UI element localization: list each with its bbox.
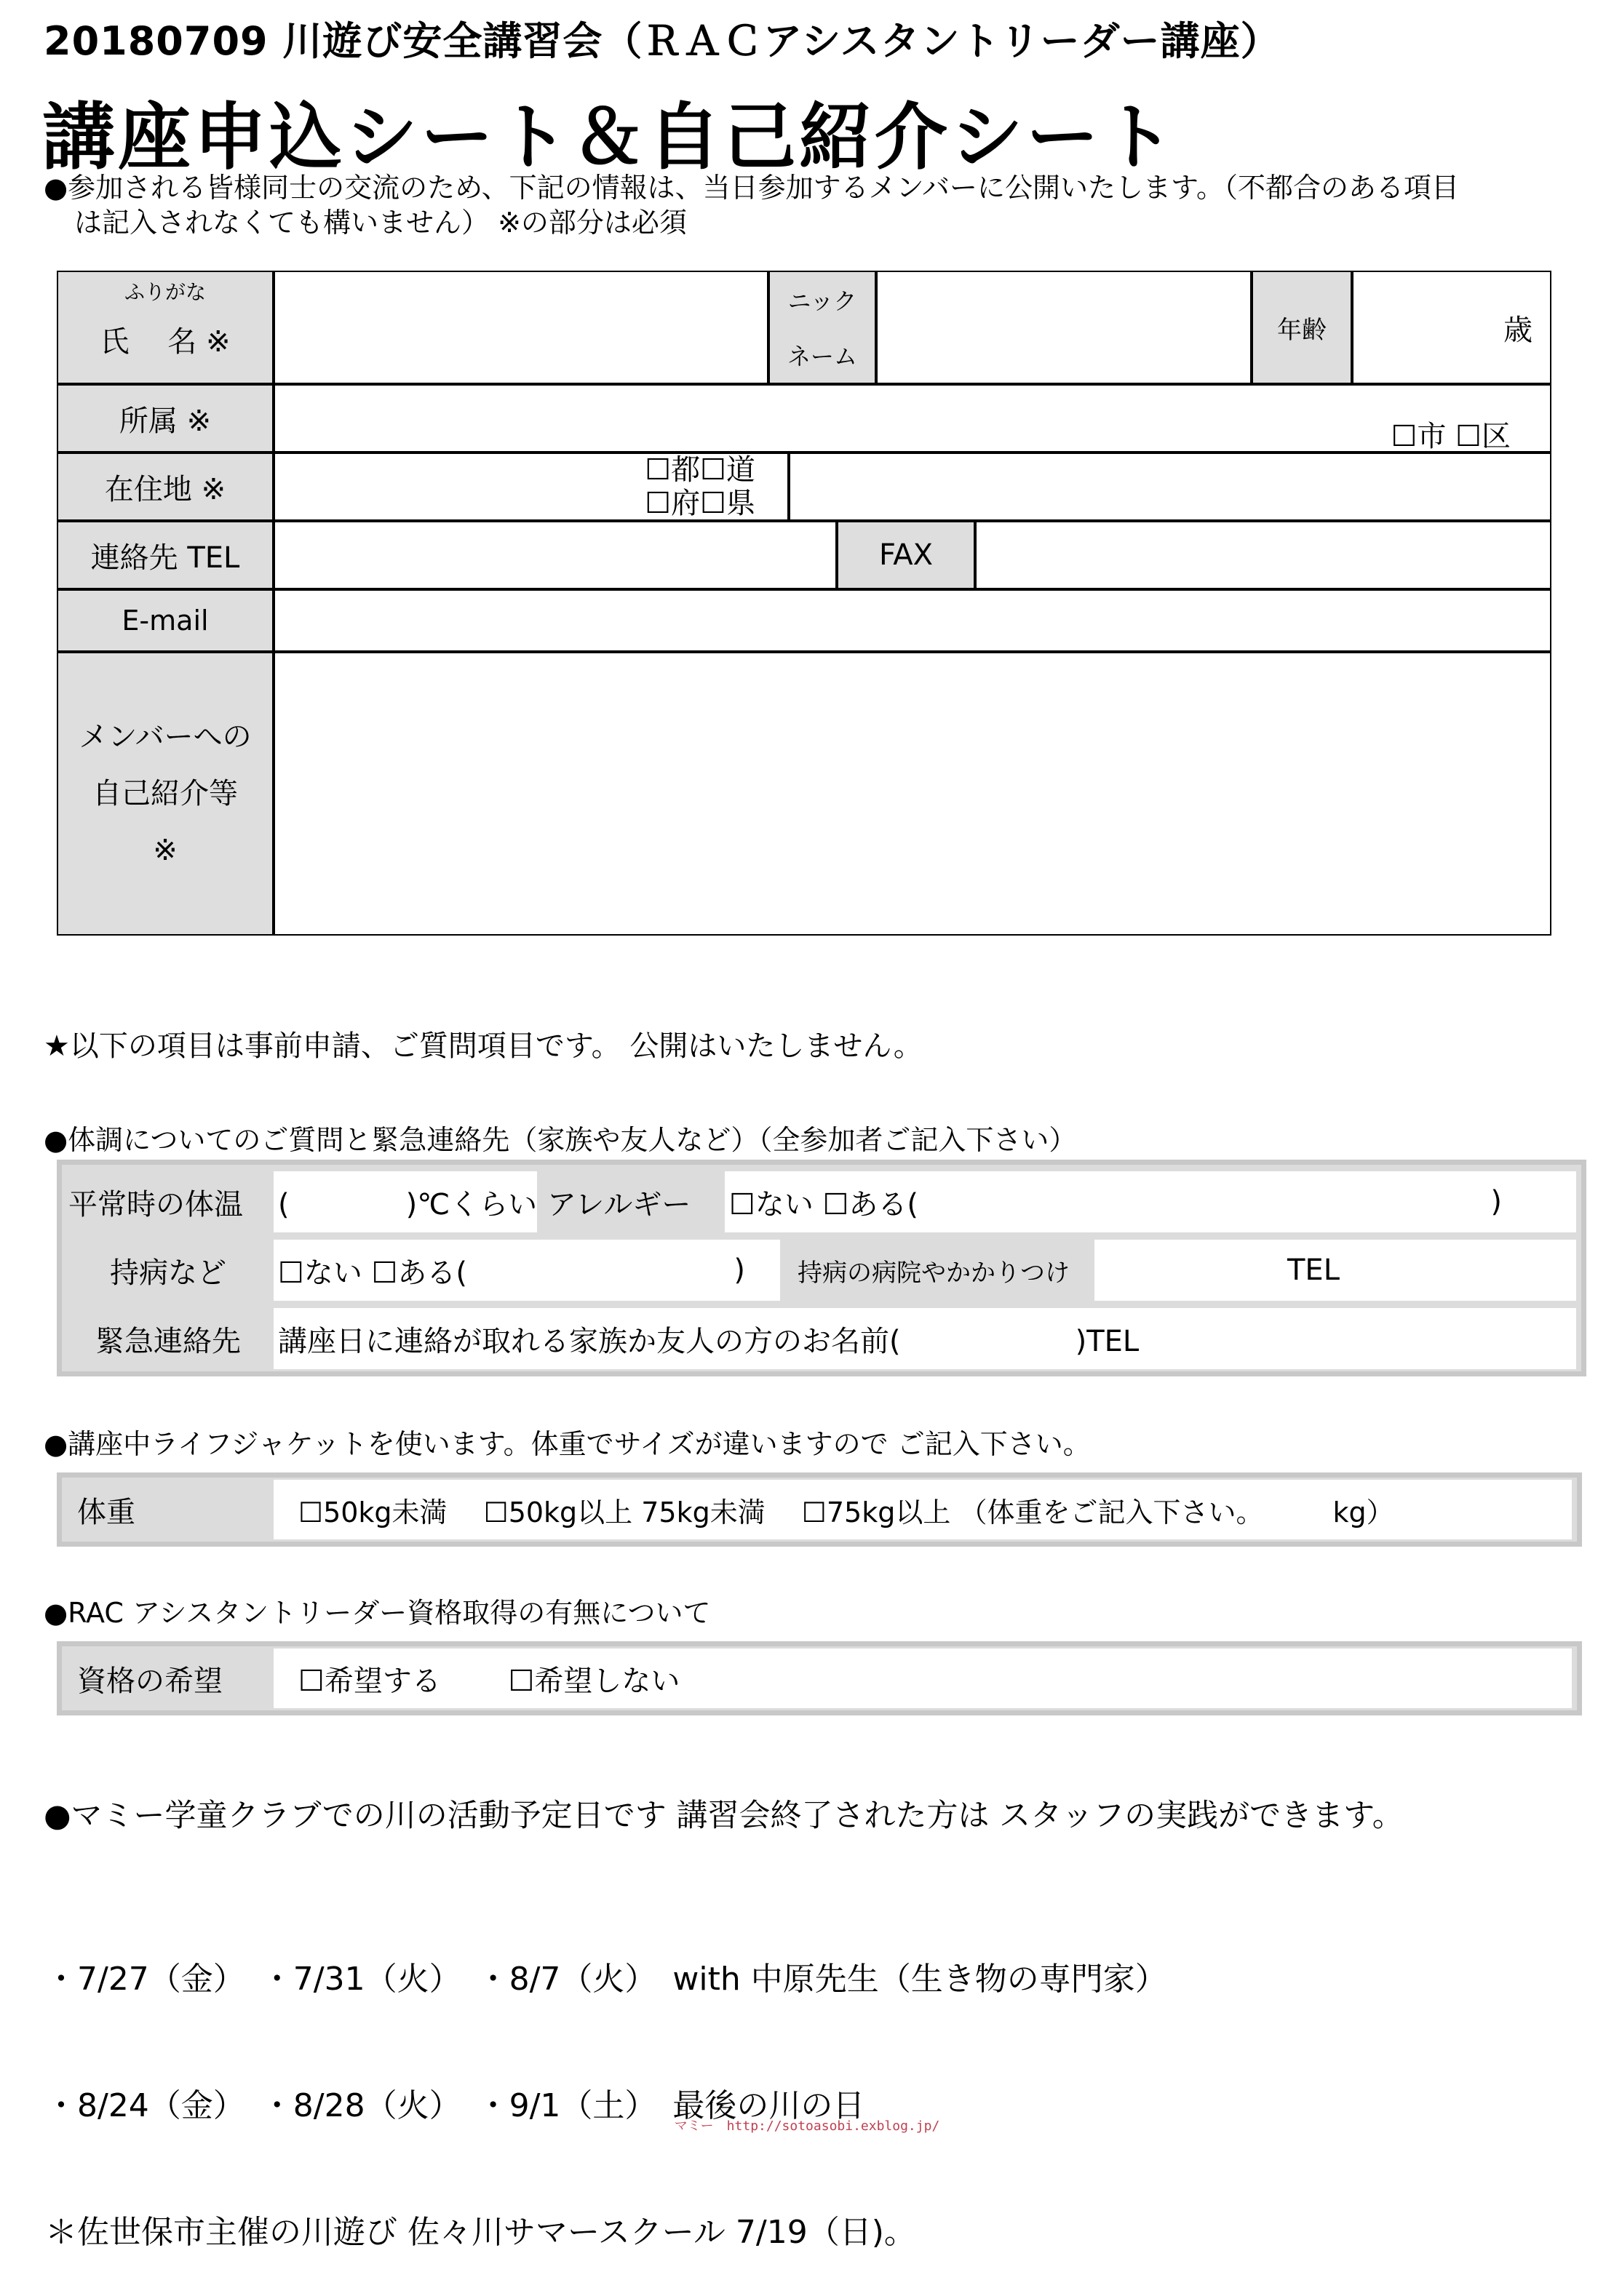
email-label: E-mail xyxy=(57,589,274,652)
allergy-input[interactable] xyxy=(725,1171,1576,1232)
notice-line-1: ●参加される皆様同士の交流のため、下記の情報は、当日参加するメンバーに公開いたします。（不都合のある項目 xyxy=(44,172,1459,204)
schedule-line-3: ＊佐世保市主催の川遊び 佐々川サマースクール 7/19（日)。 xyxy=(45,2214,916,2251)
health-heading: ●体調についてのご質問と緊急連絡先（家族や友人など）（全参加者ご記入下さい） xyxy=(44,1124,1077,1156)
intro-label-3: ※ xyxy=(153,834,178,867)
hospital-tel-label: TEL xyxy=(1287,1253,1340,1287)
qualification-heading: ●RAC アシスタントリーダー資格取得の有無について xyxy=(44,1597,711,1629)
temp-input[interactable]: ( )℃くらい xyxy=(274,1171,537,1232)
allergy-close: ) xyxy=(1490,1185,1502,1219)
lifejacket-heading: ●講座中ライフジャケットを使います。体重でサイズが違いますので ご記入下さい。 xyxy=(44,1428,1091,1460)
schedule-line-2: ・8/24（金） ・8/28（火） ・9/1（土） 最後の川の日 xyxy=(45,2087,865,2124)
weight-label: 体重 xyxy=(77,1495,135,1529)
schedule-list xyxy=(45,1874,1167,2296)
age-label: 年齢 xyxy=(1252,271,1352,384)
temp-label: 平常時の体温 xyxy=(68,1187,243,1221)
schedule-line-1: ・7/27（金） ・7/31（火） ・8/7（火） with 中原先生（生き物の専門家） xyxy=(45,1961,1167,1998)
city-input[interactable] xyxy=(789,420,1551,521)
nickname-label-2: ネーム xyxy=(787,343,857,370)
tel-input[interactable] xyxy=(274,521,837,589)
allergy-label: アレルギー xyxy=(547,1187,691,1221)
allergy-options[interactable]: ☐ない ☐ある( xyxy=(729,1187,919,1221)
fax-input[interactable] xyxy=(975,521,1551,589)
publication-notice xyxy=(44,170,1579,240)
tel-label: 連絡先 TEL xyxy=(57,521,274,589)
document-title: 20180709 川遊び安全講習会（ＲＡＣアシスタントリーダー講座） xyxy=(44,18,1281,64)
age-unit: 歳 xyxy=(1503,313,1532,347)
qualification-label: 資格の希望 xyxy=(77,1664,223,1698)
hospital-input[interactable] xyxy=(1094,1240,1576,1301)
hospital-label: 持病の病院やかかりつけ xyxy=(798,1258,1070,1288)
nickname-label-cell xyxy=(768,271,876,384)
name-label: 氏 名 ※ xyxy=(100,324,231,359)
email-input[interactable] xyxy=(274,589,1551,652)
name-label-cell xyxy=(57,271,274,384)
intro-label-2: 自己紹介等 xyxy=(92,777,238,810)
sheet-title: 講座申込シート＆自己紹介シート xyxy=(42,95,1177,180)
residence-label: 在住地 ※ xyxy=(57,453,274,521)
prefecture-options xyxy=(645,453,755,520)
prefecture-input[interactable] xyxy=(274,453,789,521)
notice-line-2: は記入されなくても構いません） ※の部分は必須 xyxy=(74,207,687,239)
affiliation-input[interactable] xyxy=(274,384,1551,453)
nickname-input[interactable] xyxy=(876,271,1252,384)
private-notice: ★以下の項目は事前申請、ご質問項目です。 公開はいたしません。 xyxy=(44,1029,923,1063)
intro-label-cell xyxy=(57,652,274,936)
city-option-row-1[interactable]: ☐市 ☐区 xyxy=(1391,420,1511,453)
weight-options[interactable]: ☐50kg未満 ☐50kg以上 75kg未満 ☐75kg以上 （体重をご記入下さい。 kg） xyxy=(274,1480,1572,1539)
prefecture-option-row-2[interactable]: ☐府☐県 xyxy=(645,487,755,520)
illness-input[interactable] xyxy=(274,1240,780,1301)
footer-url: マミー http://sotoasobi.exblog.jp/ xyxy=(674,2118,940,2134)
intro-input[interactable] xyxy=(274,652,1551,936)
illness-options[interactable]: ☐ない ☐ある( xyxy=(278,1256,468,1290)
intro-label-1: メンバーへの xyxy=(79,720,252,754)
nickname-label-1: ニック xyxy=(787,287,857,315)
fax-label: FAX xyxy=(837,521,975,589)
schedule-heading: ●マミー学童クラブでの川の活動予定日です 講習会終了された方は スタッフの実践ができます。 xyxy=(44,1798,1404,1834)
prefecture-option-row-1[interactable]: ☐都☐道 xyxy=(645,453,755,487)
name-input[interactable] xyxy=(274,271,768,384)
furigana-label: ふりがな xyxy=(124,280,206,304)
emergency-input[interactable]: 講座日に連絡が取れる家族か友人の方のお名前( )TEL xyxy=(274,1308,1576,1369)
illness-label: 持病など xyxy=(110,1256,226,1290)
illness-close: ) xyxy=(734,1253,745,1287)
qualification-options[interactable]: ☐希望する ☐希望しない xyxy=(274,1649,1572,1708)
emergency-label: 緊急連絡先 xyxy=(95,1324,241,1358)
affiliation-label: 所属 ※ xyxy=(57,384,274,453)
